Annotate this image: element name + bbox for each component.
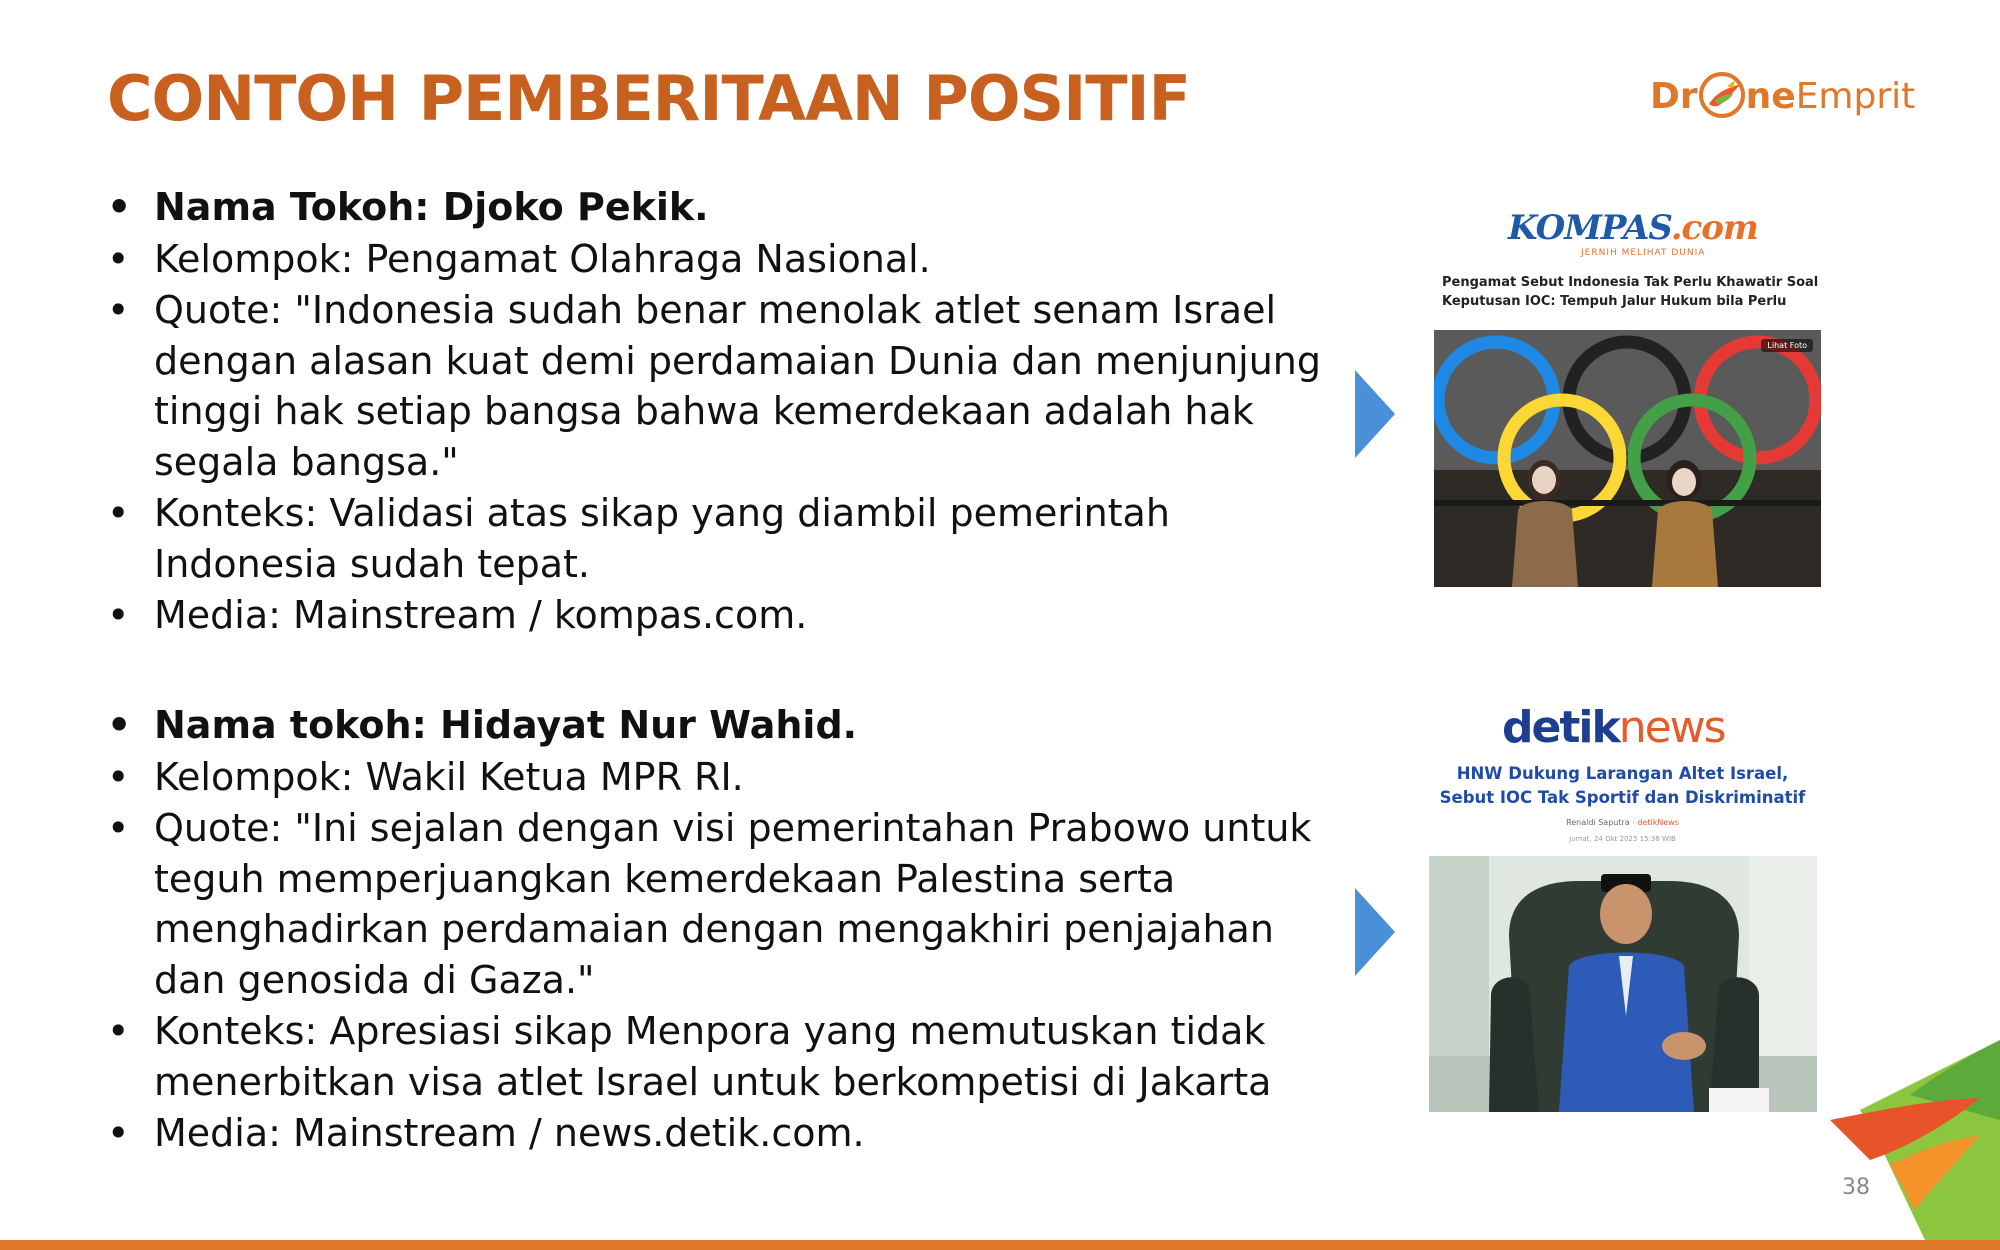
list-item: • Nama Tokoh: Djoko Pekik. (107, 185, 709, 229)
kompas-tagline: JERNIH MELIHAT DUNIA (1581, 248, 1706, 258)
list-item: • Kelompok: Wakil Ketua MPR RI. (107, 754, 744, 799)
detik-headline: HNW Dukung Larangan Altet Israel, Sebut IOC Tak Sportif dan Diskriminatif (1439, 764, 1806, 807)
drone-emprit-logo (1650, 72, 1915, 142)
detik-author: Renaldi Saputra · detikNews (1566, 818, 1679, 827)
kompas-headline: Pengamat Sebut Indonesia Tak Perlu Khawatir Soal Keputusan IOC: Tempuh Jalur Hukum bila Perlu (1442, 275, 1819, 309)
detiknews-logo: detiknews (1502, 702, 1725, 753)
corner-decoration-icon (1820, 1040, 2000, 1250)
bottom-accent-bar (0, 1240, 2000, 1250)
kompas-photo (1434, 330, 1821, 587)
arrow-right-icon (1355, 888, 1395, 976)
list-item: • Nama tokoh: Hidayat Nur Wahid. (107, 703, 858, 747)
kompas-logo: KOMPAS.com (1508, 208, 1758, 248)
page-number: 38 (1842, 1175, 1870, 1200)
list-item: • Konteks: Validasi atas sikap yang diambil pemerintah Indonesia sudah tepat. (107, 491, 1170, 586)
list-item: • Konteks: Apresiasi sikap Menpora yang memutuskan tidak menerbitkan visa atlet Israel untuk berkompetisi di Jakarta (107, 1009, 1272, 1104)
section1-bullets (107, 182, 1337, 642)
list-item: • Quote: "Ini sejalan dengan visi pemerintahan Prabowo untuk teguh memperjuangkan kemerdekaan Palestina serta menghadirkan perdamaian dengan mengakhiri penjajahan dan genosida di Gaza." (107, 806, 1312, 1002)
list-item: • Media: Mainstream / kompas.com. (107, 593, 808, 637)
slide-title: CONTOH PEMBERITAAN POSITIF (107, 62, 1190, 135)
list-item: • Quote: "Indonesia sudah benar menolak atlet senam Israel dengan alasan kuat demi perdamaian Dunia dan menjunjung tinggi hak setiap bangsa bahwa kemerdekaan adalah hak segala bangsa." (107, 288, 1322, 484)
section2-bullets (107, 700, 1337, 1160)
list-item: • Kelompok: Pengamat Olahraga Nasional. (107, 236, 931, 281)
olympic-rings-photo (1434, 330, 1821, 587)
detik-date: Jumat, 24 Okt 2025 15:38 WIB (1569, 835, 1676, 843)
bird-ring-icon (1699, 72, 1745, 118)
lihat-foto-button[interactable]: Lihat Foto (1761, 339, 1813, 352)
logo-text-dr: Dr (1650, 76, 1698, 117)
detik-photo (1429, 856, 1817, 1112)
logo-text-emprit: Emprit (1795, 76, 1916, 117)
man-in-chair-photo (1429, 856, 1817, 1112)
arrow-right-icon (1355, 370, 1395, 458)
logo-text-ne: ne (1745, 76, 1796, 117)
list-item: • Media: Mainstream / news.detik.com. (107, 1111, 865, 1155)
